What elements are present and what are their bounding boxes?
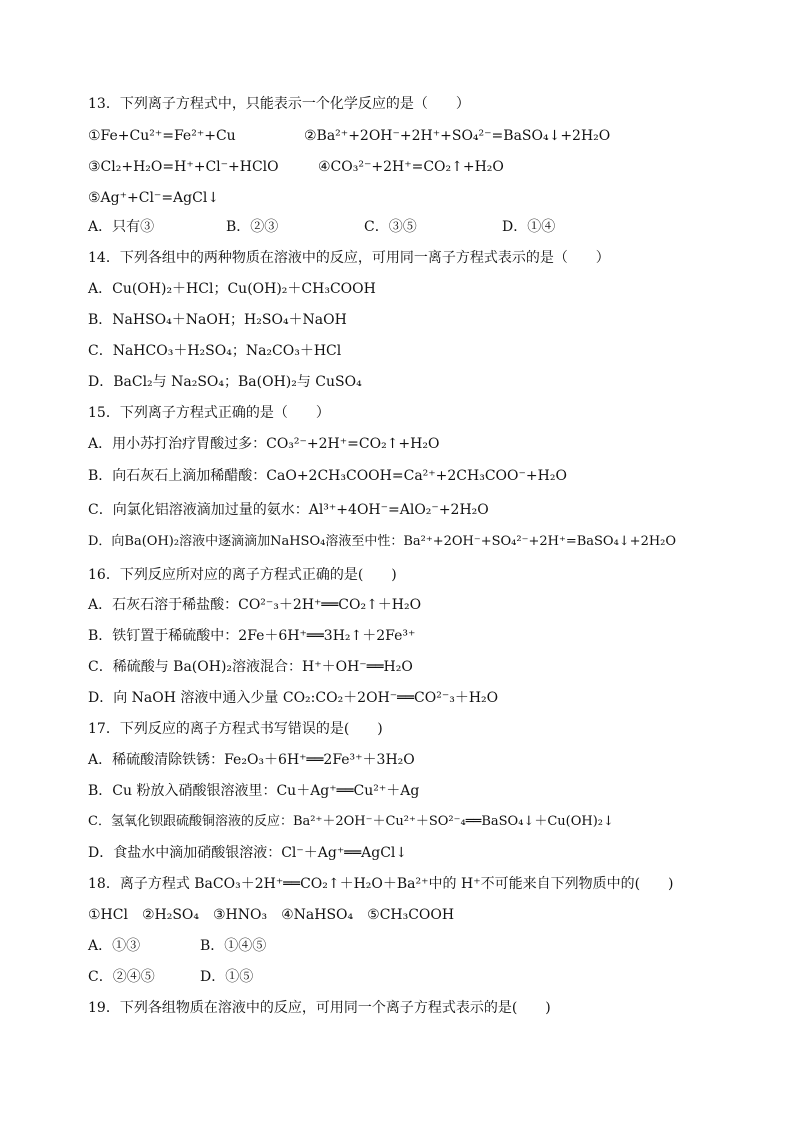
- question-16-option-a: A．石灰石溶于稀盐酸：CO²⁻₃＋2H⁺══CO₂↑＋H₂O: [88, 597, 422, 613]
- question-13-items-row-2: [88, 155, 768, 179]
- question-17-option-b: B．Cu 粉放入硝酸银溶液里：Cu＋Ag⁺══Cu²⁺＋Ag: [88, 783, 420, 799]
- question-13-item-5: ⑤Ag⁺+Cl⁻=AgCl↓: [88, 190, 220, 206]
- question-18-option-a: A．①③: [88, 938, 141, 954]
- question-13-items-row-1: [88, 124, 768, 148]
- question-17-option-d: D．食盐水中滴加硝酸银溶液：Cl⁻＋Ag⁺══AgCl↓: [88, 845, 408, 861]
- question-14-stem: 14．下列各组中的两种物质在溶液中的反应，可用同一离子方程式表示的是（ ）: [88, 250, 610, 266]
- question-14-option-c: C．NaHCO₃＋H₂SO₄；Na₂CO₃＋HCl: [88, 343, 342, 359]
- question-15-option-a: A．用小苏打治疗胃酸过多：CO₃²⁻+2H⁺=CO₂↑+H₂O: [88, 436, 440, 452]
- question-18-option-c: C．②④⑤: [88, 969, 155, 985]
- question-19-stem: 19．下列各组物质在溶液中的反应，可用同一个离子方程式表示的是( ): [88, 1000, 551, 1016]
- question-16-option-c: C．稀硫酸与 Ba(OH)₂溶液混合：H⁺＋OH⁻══H₂O: [88, 659, 413, 675]
- question-18-option-b: B．①④⑤: [200, 938, 267, 954]
- question-14-option-d: D．BaCl₂与 Na₂SO₄；Ba(OH)₂与 CuSO₄: [88, 374, 362, 390]
- question-14-option-a: A．Cu(OH)₂＋HCl；Cu(OH)₂＋CH₃COOH: [88, 281, 376, 297]
- question-15-option-d: D．向Ba(OH)₂溶液中逐滴滴加NaHSO₄溶液至中性：Ba²⁺+2OH⁻+SO₄²⁻+2H⁺=BaSO₄↓+2H₂O: [88, 534, 677, 549]
- question-13-item-4: ④CO₃²⁻+2H⁺=CO₂↑+H₂O: [318, 159, 504, 175]
- question-13-option-d: D．①④: [502, 219, 556, 235]
- question-18-options-row-2: [88, 965, 768, 989]
- question-13-option-c: C．③⑤: [364, 219, 417, 235]
- question-17-stem: 17．下列反应的离子方程式书写错误的是( ): [88, 721, 383, 737]
- question-18-items: ①HCl ②H₂SO₄ ③HNO₃ ④NaHSO₄ ⑤CH₃COOH: [88, 907, 455, 923]
- question-17-option-a: A．稀硫酸清除铁锈：Fe₂O₃＋6H⁺══2Fe³⁺＋3H₂O: [88, 752, 415, 768]
- question-13-options: [88, 215, 768, 239]
- question-17-option-c: C．氢氧化钡跟硫酸铜溶液的反应：Ba²⁺＋2OH⁻＋Cu²⁺＋SO²⁻₄══BaSO₄↓＋Cu(OH)₂↓: [88, 814, 614, 829]
- question-13-item-1: ①Fe+Cu²⁺=Fe²⁺+Cu: [88, 128, 236, 144]
- question-13-stem: 13．下列离子方程式中，只能表示一个化学反应的是（ ）: [88, 96, 470, 112]
- question-16-option-b: B．铁钉置于稀硫酸中：2Fe＋6H⁺══3H₂↑＋2Fe³⁺: [88, 628, 416, 644]
- question-13-option-b: B．②③: [226, 219, 279, 235]
- question-13-item-3: ③Cl₂+H₂O=H⁺+Cl⁻+HClO: [88, 159, 279, 175]
- question-15-option-b: B．向石灰石上滴加稀醋酸：CaO+2CH₃COOH=Ca²⁺+2CH₃COO⁻+H₂O: [88, 468, 567, 484]
- question-13-item-2: ②Ba²⁺+2OH⁻+2H⁺+SO₄²⁻=BaSO₄↓+2H₂O: [304, 128, 611, 144]
- question-16-stem: 16．下列反应所对应的离子方程式正确的是( ): [88, 567, 397, 583]
- question-18-option-d: D．①⑤: [200, 969, 254, 985]
- question-18-options-row-1: [88, 934, 768, 958]
- question-13-option-a: A．只有③: [88, 219, 155, 235]
- question-15-stem: 15．下列离子方程式正确的是（ ）: [88, 405, 330, 421]
- question-16-option-d: D．向 NaOH 溶液中通入少量 CO₂:CO₂＋2OH⁻══CO²⁻₃＋H₂O: [88, 690, 499, 706]
- question-14-option-b: B．NaHSO₄＋NaOH；H₂SO₄＋NaOH: [88, 312, 347, 328]
- question-15-option-c: C．向氯化铝溶液滴加过量的氨水：Al³⁺+4OH⁻=AlO₂⁻+2H₂O: [88, 502, 489, 518]
- question-18-stem: 18．离子方程式 BaCO₃＋2H⁺══CO₂↑＋H₂O＋Ba²⁺中的 H⁺不可能来自下列物质中的( ): [88, 876, 674, 892]
